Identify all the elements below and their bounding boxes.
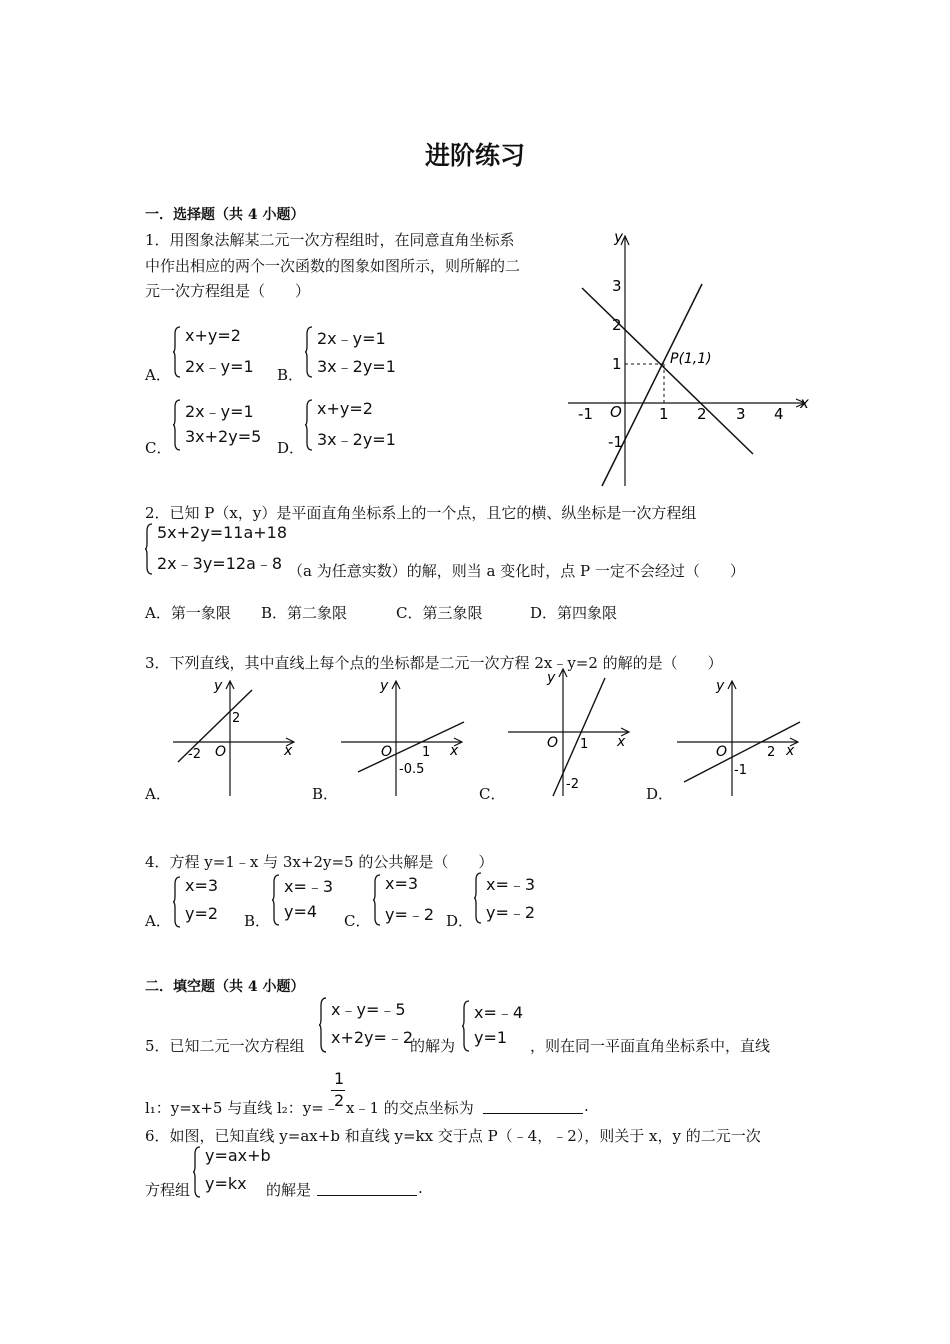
q6-end: . [418,1179,423,1197]
equation: x=3 [185,876,219,895]
q4-line1: 4．方程 y=1﹣x 与 3x+2y=5 的公共解是（ ） [145,853,494,871]
q4-option-a-label: A． [145,912,171,930]
q2-line1: 2．已知 P（x，y）是平面直角坐标系上的一个点，且它的横、纵坐标是一次方程组 [145,504,697,522]
q3-line1: 3．下列直线，其中直线上每个点的坐标都是二元一次方程 2x﹣y=2 的解的是（ ） [145,654,723,672]
brace-icon [145,523,153,575]
tick-label: 2 [697,405,707,423]
tick-label: -1 [734,763,747,778]
brace-icon [305,399,313,451]
q1-line2: 中作出相应的两个一次函数的图象如图所示，则所解的二 [145,257,521,275]
tick-label: -1 [578,405,593,423]
equation: 2x﹣y=1 [185,357,254,376]
equation: x=3 [385,874,419,893]
q1-line3: 元一次方程组是（ ） [145,282,311,300]
q5-pre: 5．已知二元一次方程组 [145,1037,305,1055]
brace-icon [474,872,482,924]
q2-option-a: A．第一象限 [145,604,231,622]
q6-pre: 方程组 [145,1181,191,1199]
section-heading-choice: 一．选择题（共 4 小题） [145,207,305,223]
q1-option-a-label: A． [145,366,171,384]
q1-graph [560,228,810,490]
q3-graph-a [168,676,298,800]
section-heading-fill: 二．填空题（共 4 小题） [145,979,305,995]
brace-icon [173,399,181,451]
tick-label: 2 [232,711,241,726]
tick-label: 2 [612,316,622,334]
q5-end: . [584,1097,589,1115]
q5-post: ，则在同一平面直角坐标系中，直线 [530,1037,771,1055]
equation: y=ax+b [205,1146,271,1165]
q3-option-b-label: B． [312,785,339,803]
equation: 2x﹣y=1 [317,329,386,348]
fraction-numerator: 1 [334,1069,345,1088]
answer-blank[interactable] [317,1179,417,1196]
q5-line2b: x﹣1 的交点坐标为 [346,1099,474,1117]
tick-label: -0.5 [399,762,425,777]
origin-label: O [610,403,622,421]
equation: y=kx [205,1174,247,1193]
x-axis-label: x [800,394,809,412]
origin-label: O [381,744,393,760]
tick-label: 1 [580,737,589,752]
x-axis-label: x [450,743,459,759]
graph-line [553,678,605,796]
equation: 2x﹣3y=12a﹣8 [157,554,283,573]
tick-label: 2 [767,745,776,760]
equation: x=﹣3 [284,877,334,896]
equation: 3x+2y=5 [185,427,262,446]
y-axis-label: y [716,678,725,694]
q5-mid: 的解为 [410,1037,456,1055]
tick-label: 3 [736,405,746,423]
equation: 3x﹣2y=1 [317,430,396,449]
tick-label: 1 [612,355,622,373]
tick-label: 1 [422,745,431,760]
q3-graph-c [503,664,633,800]
equation: x+2y=﹣2 [331,1028,414,1047]
equation: 5x+2y=11a+18 [157,523,288,542]
tick-label: 3 [612,277,622,295]
x-axis-label: x [284,743,293,759]
equation: y=﹣2 [385,905,435,924]
equation: 2x﹣y=1 [185,402,254,421]
q1-option-b-label: B． [277,366,304,384]
brace-icon [462,1000,470,1052]
tick-label: 4 [774,405,784,423]
q2-tail: （a 为任意实数）的解，则当 a 变化时，点 P 一定不会经过（ ） [288,562,745,580]
origin-label: O [716,744,728,760]
q4-option-d-label: D． [446,912,474,930]
q1-option-d-label: D． [277,439,305,457]
x-axis-label: x [786,743,795,759]
equation: y=﹣2 [486,903,536,922]
q6-post: 的解是 [266,1181,312,1199]
q2-option-d: D．第四象限 [530,604,618,622]
line-x-plus-y-2 [582,288,753,454]
equation: x﹣y=﹣5 [331,1000,406,1019]
tick-label: -1 [608,433,623,451]
origin-label: O [547,735,559,751]
tick-label: -2 [188,747,201,762]
q6-line1: 6．如图，已知直线 y=ax+b 和直线 y=kx 交于点 P（﹣4，﹣2），则关于 x，y 的二元一次 [145,1127,761,1145]
equation: x=﹣3 [486,875,536,894]
y-axis-label: y [380,678,389,694]
brace-icon [173,326,181,378]
brace-icon [373,874,381,926]
equation: y=1 [474,1028,508,1047]
brace-icon [272,874,280,926]
q1-option-c-label: C． [145,439,172,457]
tick-label: 1 [659,405,669,423]
equation: y=2 [185,904,219,923]
q1-line1: 1．用图象法解某二元一次方程组时，在同意直角坐标系 [145,231,515,249]
brace-icon [173,876,181,928]
q2-option-c: C．第三象限 [396,604,483,622]
brace-icon [319,997,327,1053]
q3-option-a-label: A． [145,785,171,803]
q3-graph-d [672,676,802,800]
equation: x+y=2 [185,326,241,345]
q3-option-d-label: D． [646,785,674,803]
x-axis-label: x [617,734,626,750]
q3-option-c-label: C． [479,785,506,803]
equation: x+y=2 [317,399,373,418]
fraction-denominator: 2 [334,1091,345,1110]
equation: 3x﹣2y=1 [317,357,396,376]
point-p-label: P(1,1) [670,351,712,367]
y-axis-label: y [214,678,223,694]
page-title: 进阶练习 [424,141,525,170]
equation: y=4 [284,902,318,921]
tick-label: -2 [566,777,579,792]
equation: x=﹣4 [474,1003,524,1022]
q4-option-c-label: C． [344,912,371,930]
q5-line2a: l₁：y=x+5 与直线 l₂：y=﹣ [145,1099,339,1117]
y-axis-label: y [614,228,623,246]
origin-label: O [215,744,227,760]
q4-option-b-label: B． [244,912,271,930]
line-2x-minus-y-1 [602,284,702,486]
q2-option-b: B．第二象限 [261,604,348,622]
brace-icon [193,1146,201,1198]
brace-icon [305,326,313,378]
answer-blank[interactable] [483,1097,583,1114]
q3-graph-b [336,676,466,800]
y-axis-label: y [547,670,556,686]
